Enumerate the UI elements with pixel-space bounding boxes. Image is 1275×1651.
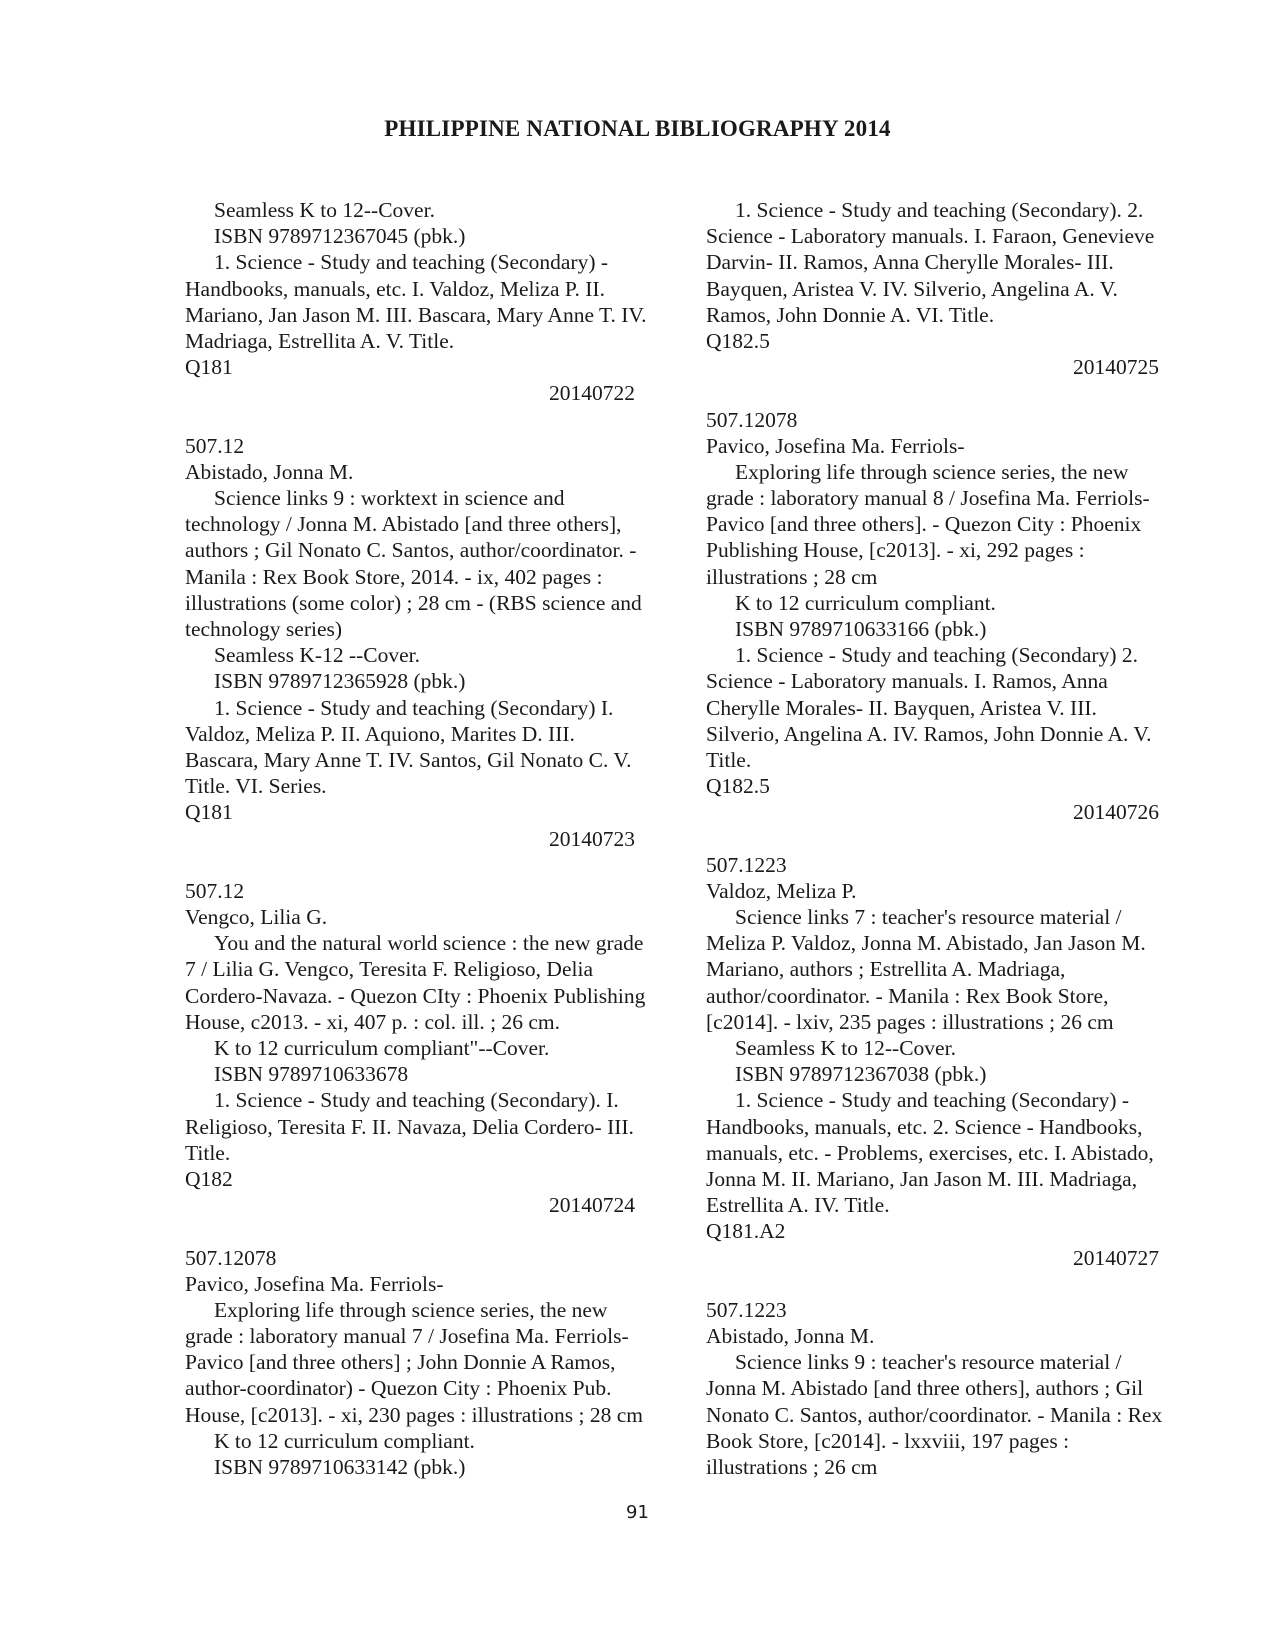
bibliography-line: Valdoz, Meliza P. II. Aquiono, Marites D. III. (185, 721, 575, 746)
bibliography-line: Q181 (185, 800, 233, 825)
bibliography-line: Abistado, Jonna M. (706, 1324, 875, 1349)
page-title: PHILIPPINE NATIONAL BIBLIOGRAPHY 2014 (384, 116, 891, 141)
bibliography-line: 20140722 (549, 381, 635, 406)
bibliography-line: Handbooks, manuals, etc. I. Valdoz, Meliza P. II. (185, 276, 605, 301)
bibliography-line: Q182.5 (706, 774, 770, 799)
bibliography-line: 20140723 (549, 826, 635, 851)
bibliography-line: Cherylle Morales- II. Bayquen, Aristea V. III. (706, 695, 1097, 720)
entry-spacer (185, 407, 672, 433)
bibliography-line: Science links 9 : teacher's resource material / (735, 1350, 1122, 1375)
bibliography-line: grade : laboratory manual 7 / Josefina Ma. Ferriols- (185, 1324, 629, 1349)
bibliography-line: illustrations ; 28 cm (706, 564, 878, 589)
bibliography-line: ISBN 9789710633678 (214, 1062, 409, 1087)
bibliography-line: Ramos, John Donnie A. VI. Title. (706, 302, 995, 327)
left-column (185, 197, 672, 1480)
bibliography-line: illustrations ; 26 cm (706, 1455, 878, 1479)
bibliography-line: Title. VI. Series. (185, 774, 327, 799)
bibliography-line: K to 12 curriculum compliant. (214, 1428, 475, 1453)
bibliography-line: Pavico, Josefina Ma. Ferriols- (706, 433, 965, 458)
bibliography-line: 507.1223 (706, 1297, 787, 1322)
bibliography-line: Nonato C. Santos, author/coordinator. - Manila : Rex (706, 1402, 1163, 1427)
bibliography-line: 1. Science - Study and teaching (Secondary) - (214, 250, 609, 275)
bibliography-line: Estrellita A. IV. Title. (706, 1193, 890, 1218)
bibliography-line: K to 12 curriculum compliant. (735, 590, 996, 615)
bibliography-line: Meliza P. Valdoz, Jonna M. Abistado, Jan Jason M. (706, 931, 1146, 956)
bibliography-line: Title. (706, 747, 752, 772)
bibliography-line: Pavico, Josefina Ma. Ferriols- (185, 1271, 444, 1296)
bibliography-line: 20140727 (1073, 1245, 1159, 1270)
bibliography-line: Science links 9 : worktext in science and (214, 486, 565, 511)
bibliography-line: technology series) (185, 617, 343, 641)
bibliography-line: Q182 (185, 1166, 233, 1191)
bibliography-line: grade : laboratory manual 8 / Josefina Ma. Ferriols- (706, 486, 1150, 511)
bibliography-line: Seamless K to 12--Cover. (214, 198, 435, 222)
bibliography-line: 1. Science - Study and teaching (Secondary). I. (214, 1088, 619, 1113)
bibliography-line: Darvin- II. Ramos, Anna Cherylle Morales- III. (706, 250, 1114, 275)
bibliography-line: 507.12 (185, 878, 245, 903)
bibliography-line: Science - Laboratory manuals. I. Faraon, Genevieve (706, 224, 1155, 249)
bibliography-line: [c2014]. - lxiv, 235 pages : illustrations ; 26 cm (706, 1009, 1114, 1034)
bibliography-line: Jonna M. II. Mariano, Jan Jason M. III. Madriaga, (706, 1166, 1138, 1191)
bibliography-line: Science links 7 : teacher's resource material / (735, 905, 1122, 930)
bibliography-line: Q182.5 (706, 328, 770, 353)
bibliography-line: Book Store, [c2014]. - lxxviii, 197 pages : (706, 1428, 1070, 1453)
bibliography-line: ISBN 9789712367045 (pbk.) (214, 224, 466, 249)
bibliography-line: 507.12078 (706, 407, 798, 432)
bibliography-line: Mariano, authors ; Estrellita A. Madriaga, (706, 957, 1066, 982)
bibliography-line: Valdoz, Meliza P. (706, 878, 857, 903)
bibliography-line: 7 / Lilia G. Vengco, Teresita F. Religioso, Delia (185, 957, 593, 982)
bibliography-line: House, [c2013]. - xi, 230 pages : illustrations ; 28 cm (185, 1402, 643, 1427)
bibliography-line: 20140725 (1073, 355, 1159, 380)
page-number: 91 (626, 1502, 649, 1523)
bibliography-line: ISBN 9789712365928 (pbk.) (214, 669, 466, 694)
bibliography-line: 20140724 (549, 1193, 635, 1218)
bibliography-line: authors ; Gil Nonato C. Santos, author/coordinator. - (185, 538, 637, 563)
bibliography-line: 507.12078 (185, 1245, 277, 1270)
right-column (706, 197, 1196, 1480)
bibliography-line: ISBN 9789710633166 (pbk.) (735, 617, 987, 641)
bibliography-line: 20140726 (1073, 800, 1159, 825)
bibliography-line: 1. Science - Study and teaching (Secondary) 2. (735, 643, 1138, 668)
bibliography-line: Madriaga, Estrellita A. V. Title. (185, 328, 455, 353)
bibliography-line: ISBN 9789712367038 (pbk.) (735, 1062, 987, 1087)
bibliography-line: 507.12 (185, 433, 245, 458)
bibliography-line: 1. Science - Study and teaching (Secondary) I. (214, 695, 614, 720)
bibliography-line: manuals, etc. - Problems, exercises, etc. I. Abistado, (706, 1140, 1154, 1165)
bibliography-line: author/coordinator. - Manila : Rex Book Store, (706, 983, 1109, 1008)
bibliography-line: Publishing House, [c2013]. - xi, 292 pages : (706, 538, 1085, 563)
bibliography-line: technology / Jonna M. Abistado [and three others], (185, 512, 622, 537)
bibliography-line: Exploring life through science series, the new (214, 1297, 608, 1322)
bibliography-line: Q181.A2 (706, 1219, 786, 1244)
bibliography-line: 1. Science - Study and teaching (Secondary). 2. (735, 198, 1144, 222)
entry-spacer (185, 852, 672, 878)
bibliography-line: Mariano, Jan Jason M. III. Bascara, Mary Anne T. IV. (185, 302, 647, 327)
bibliography-line: You and the natural world science : the new grade (214, 931, 644, 956)
bibliography-line: Seamless K-12 --Cover. (214, 643, 421, 668)
bibliography-line: Science - Laboratory manuals. I. Ramos, Anna (706, 669, 1108, 694)
bibliography-line: Bayquen, Aristea V. IV. Silverio, Angelina A. V. (706, 276, 1118, 301)
bibliography-line: Silverio, Angelina A. IV. Ramos, John Donnie A. V. (706, 721, 1152, 746)
bibliography-line: Abistado, Jonna M. (185, 459, 354, 484)
bibliography-line: 1. Science - Study and teaching (Secondary) - (735, 1088, 1130, 1113)
bibliography-line: Cordero-Navaza. - Quezon CIty : Phoenix Publishing (185, 983, 646, 1008)
bibliography-line: ISBN 9789710633142 (pbk.) (214, 1455, 466, 1479)
bibliography-line: Bascara, Mary Anne T. IV. Santos, Gil Nonato C. V. (185, 747, 632, 772)
bibliography-line: Handbooks, manuals, etc. 2. Science - Handbooks, (706, 1114, 1143, 1139)
entry-spacer (706, 826, 1196, 852)
bibliography-line: Pavico [and three others]. - Quezon City : Phoenix (706, 512, 1142, 537)
bibliography-line: Exploring life through science series, the new (735, 459, 1129, 484)
entry-spacer (185, 1218, 672, 1244)
bibliography-line: Q181 (185, 355, 233, 380)
bibliography-line: Pavico [and three others] ; John Donnie A Ramos, (185, 1350, 616, 1375)
bibliography-line: Title. (185, 1140, 231, 1165)
bibliography-line: Manila : Rex Book Store, 2014. - ix, 402 pages : (185, 564, 603, 589)
bibliography-line: K to 12 curriculum compliant"--Cover. (214, 1036, 550, 1060)
bibliography-line: Seamless K to 12--Cover. (735, 1036, 956, 1060)
bibliography-line: 507.1223 (706, 852, 787, 877)
bibliography-line: illustrations (some color) ; 28 cm - (RBS science and (185, 590, 642, 615)
bibliography-line: Religioso, Teresita F. II. Navaza, Delia Cordero- III. (185, 1114, 634, 1139)
bibliography-line: author-coordinator) - Quezon City : Phoenix Pub. (185, 1376, 612, 1401)
bibliography-line: Jonna M. Abistado [and three others], authors ; Gil (706, 1376, 1144, 1401)
bibliography-line: House, c2013. - xi, 407 p. : col. ill. ; 26 cm. (185, 1009, 561, 1034)
entry-spacer (706, 1271, 1196, 1297)
entry-spacer (706, 380, 1196, 406)
bibliography-line: Vengco, Lilia G. (185, 905, 328, 930)
